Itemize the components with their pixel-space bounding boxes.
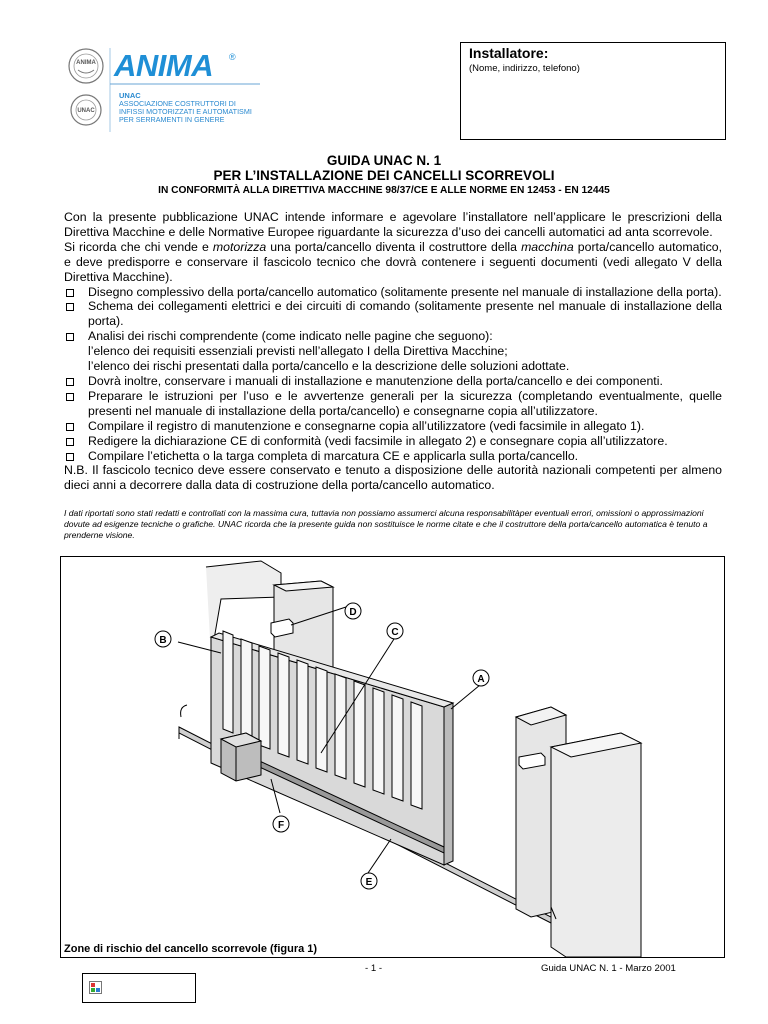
label-e: [361, 873, 377, 889]
figure-label-f: F: [277, 820, 285, 831]
list-item: [64, 419, 722, 434]
checkbox-bullet-icon: [66, 289, 74, 297]
list-item: [64, 374, 722, 389]
reminder-text-3: porta/cancello automatico, e deve predisporre e conservare il fascicolo tecnico che dovrà contenere i seguenti documenti (vedi allegato V della Direttiva Macchine).: [64, 239, 722, 284]
checkbox-bullet-icon: [66, 378, 74, 386]
label-f: [273, 816, 289, 832]
anima-seal-text: ANIMA: [76, 60, 96, 66]
risk-sub-item-2: l’elenco dei rischi presentati dalla porta/cancello e la descrizione delle soluzioni adottate.: [88, 359, 570, 374]
footer-box: [82, 973, 196, 1003]
list-item: [64, 389, 722, 419]
figure-label-a: A: [477, 674, 485, 685]
figure-label-b: B: [159, 635, 167, 646]
checkbox-bullet-icon: [66, 393, 74, 401]
registered-mark: ®: [229, 52, 236, 62]
guide-title: GUIDA UNAC N. 1: [326, 153, 442, 168]
figure-label-d: D: [349, 607, 357, 618]
checkbox-bullet-icon: [66, 303, 74, 311]
list-item-text: Compilare l’etichetta o la targa completa di marcatura CE e applicarla sulla porta/cancello.: [88, 448, 579, 463]
risk-sub-item-1: l’elenco dei requisiti essenziali previsti nell’allegato I della Direttiva Macchine;: [88, 344, 508, 359]
list-item: [64, 449, 722, 464]
list-item-text: Compilare il registro di manutenzione e consegnarne copia all’utilizzatore (vedi facsimile in allegato 1).: [88, 418, 645, 433]
list-item-text: Preparare le istruzioni per l’uso e le avvertenze generali per la sicurezza (completando eventualmente, quelle presenti nel manuale di installazione della porta/cancello) e consegnarne copia all’utilizzatore.: [88, 388, 722, 418]
reminder-paragraph: [64, 240, 722, 285]
checkbox-bullet-icon: [66, 423, 74, 431]
guide-subtitle: PER L’INSTALLAZIONE DEI CANCELLI SCORREVOLI: [213, 168, 555, 183]
label-d: [345, 603, 361, 619]
sliding-gate-illustration-icon: [61, 557, 726, 959]
reminder-emphasis-2: macchina: [521, 239, 574, 254]
figure-label-e: E: [365, 877, 373, 888]
list-item: [64, 329, 722, 374]
list-item: [64, 285, 722, 300]
figure-caption: Zone di rischio del cancello scorrevole (figura 1): [64, 943, 318, 955]
page-number: - 1 -: [365, 963, 383, 974]
installer-subtitle: (Nome, indirizzo, telefono): [469, 63, 580, 74]
body-text: [64, 210, 722, 493]
label-b: [155, 631, 171, 647]
figure-box: [60, 556, 725, 958]
unac-name: UNAC: [119, 91, 141, 100]
checkbox-bullet-icon: [66, 333, 74, 341]
list-item: [64, 299, 722, 329]
unac-seal-text: UNAC: [77, 108, 95, 114]
label-c: [387, 623, 403, 639]
broken-image-icon: [89, 981, 103, 995]
reminder-emphasis-1: motorizza: [212, 239, 267, 254]
installer-box: [460, 42, 726, 140]
unac-line-2: INFISSI MOTORIZZATI E AUTOMATISMI: [119, 107, 252, 116]
checkbox-bullet-icon: [66, 438, 74, 446]
intro-paragraph: Con la presente pubblicazione UNAC intende informare e agevolare l’installatore nell’applicare le prescrizioni della Direttiva Macchine e delle Normative Europee riguardante la sicurezza d’uso dei cancelli automatici ad anta scorrevole.: [64, 210, 722, 239]
list-item-text: Schema dei collegamenti elettrici e dei circuiti di comando (solitamente presente nel manuale di installazione della porta).: [88, 299, 722, 329]
label-a: [473, 670, 489, 686]
footer-guide-date: Guida UNAC N. 1 - Marzo 2001: [541, 963, 676, 974]
checkbox-bullet-icon: [66, 453, 74, 461]
reminder-text-2: una porta/cancello diventa il costruttore della: [266, 239, 522, 254]
list-item-text: Dovrà inoltre, conservare i manuali di installazione e manutenzione della porta/cancello e dei componenti.: [88, 373, 663, 388]
list-item: [64, 434, 722, 449]
disclaimer: I dati riportati sono stati redatti e controllati con la massima cura, tuttavia non possiamo assumerci alcuna responsabilitàper eventuali errori, omissioni o approssimazioni dovute ad esigenze tecniche o grafiche. UNAC ricorda che la presente guida non sostituisce le norme citate e che il costruttore della porta/cancello automatica è tenuto a prenderne visione.: [64, 508, 708, 540]
installer-title: Installatore:: [469, 45, 549, 61]
list-item-text: Redigere la dichiarazione CE di conformità (vedi facsimile in allegato 2) e consegnare copia all’utilizzatore.: [88, 433, 668, 448]
figure-label-c: C: [391, 627, 399, 638]
unac-line-1: ASSOCIAZIONE COSTRUTTORI DI: [119, 99, 236, 108]
list-item-text: Analisi dei rischi comprendente (come indicato nelle pagine che seguono):: [88, 329, 493, 344]
unac-line-3: PER SERRAMENTI IN GENERE: [119, 115, 225, 124]
anima-logo-text: ANIMA: [114, 48, 214, 83]
reminder-text-1: Si ricorda che chi vende e: [64, 239, 213, 254]
note-paragraph: N.B. Il fascicolo tecnico deve essere conservato e tenuto a disposizione delle autorità nazionali competenti per almeno dieci anni a decorrere dalla data di costruzione della porta/cancello automatico.: [64, 463, 722, 493]
logo-block: [64, 44, 264, 136]
list-item-text: Disegno complessivo della porta/cancello automatico (solitamente presente nel manuale di installazione della porta).: [88, 284, 722, 299]
guide-conformity-line: IN CONFORMITÀ ALLA DIRETTIVA MACCHINE 98/37/CE E ALLE NORME EN 12453 - EN 12445: [158, 185, 610, 196]
